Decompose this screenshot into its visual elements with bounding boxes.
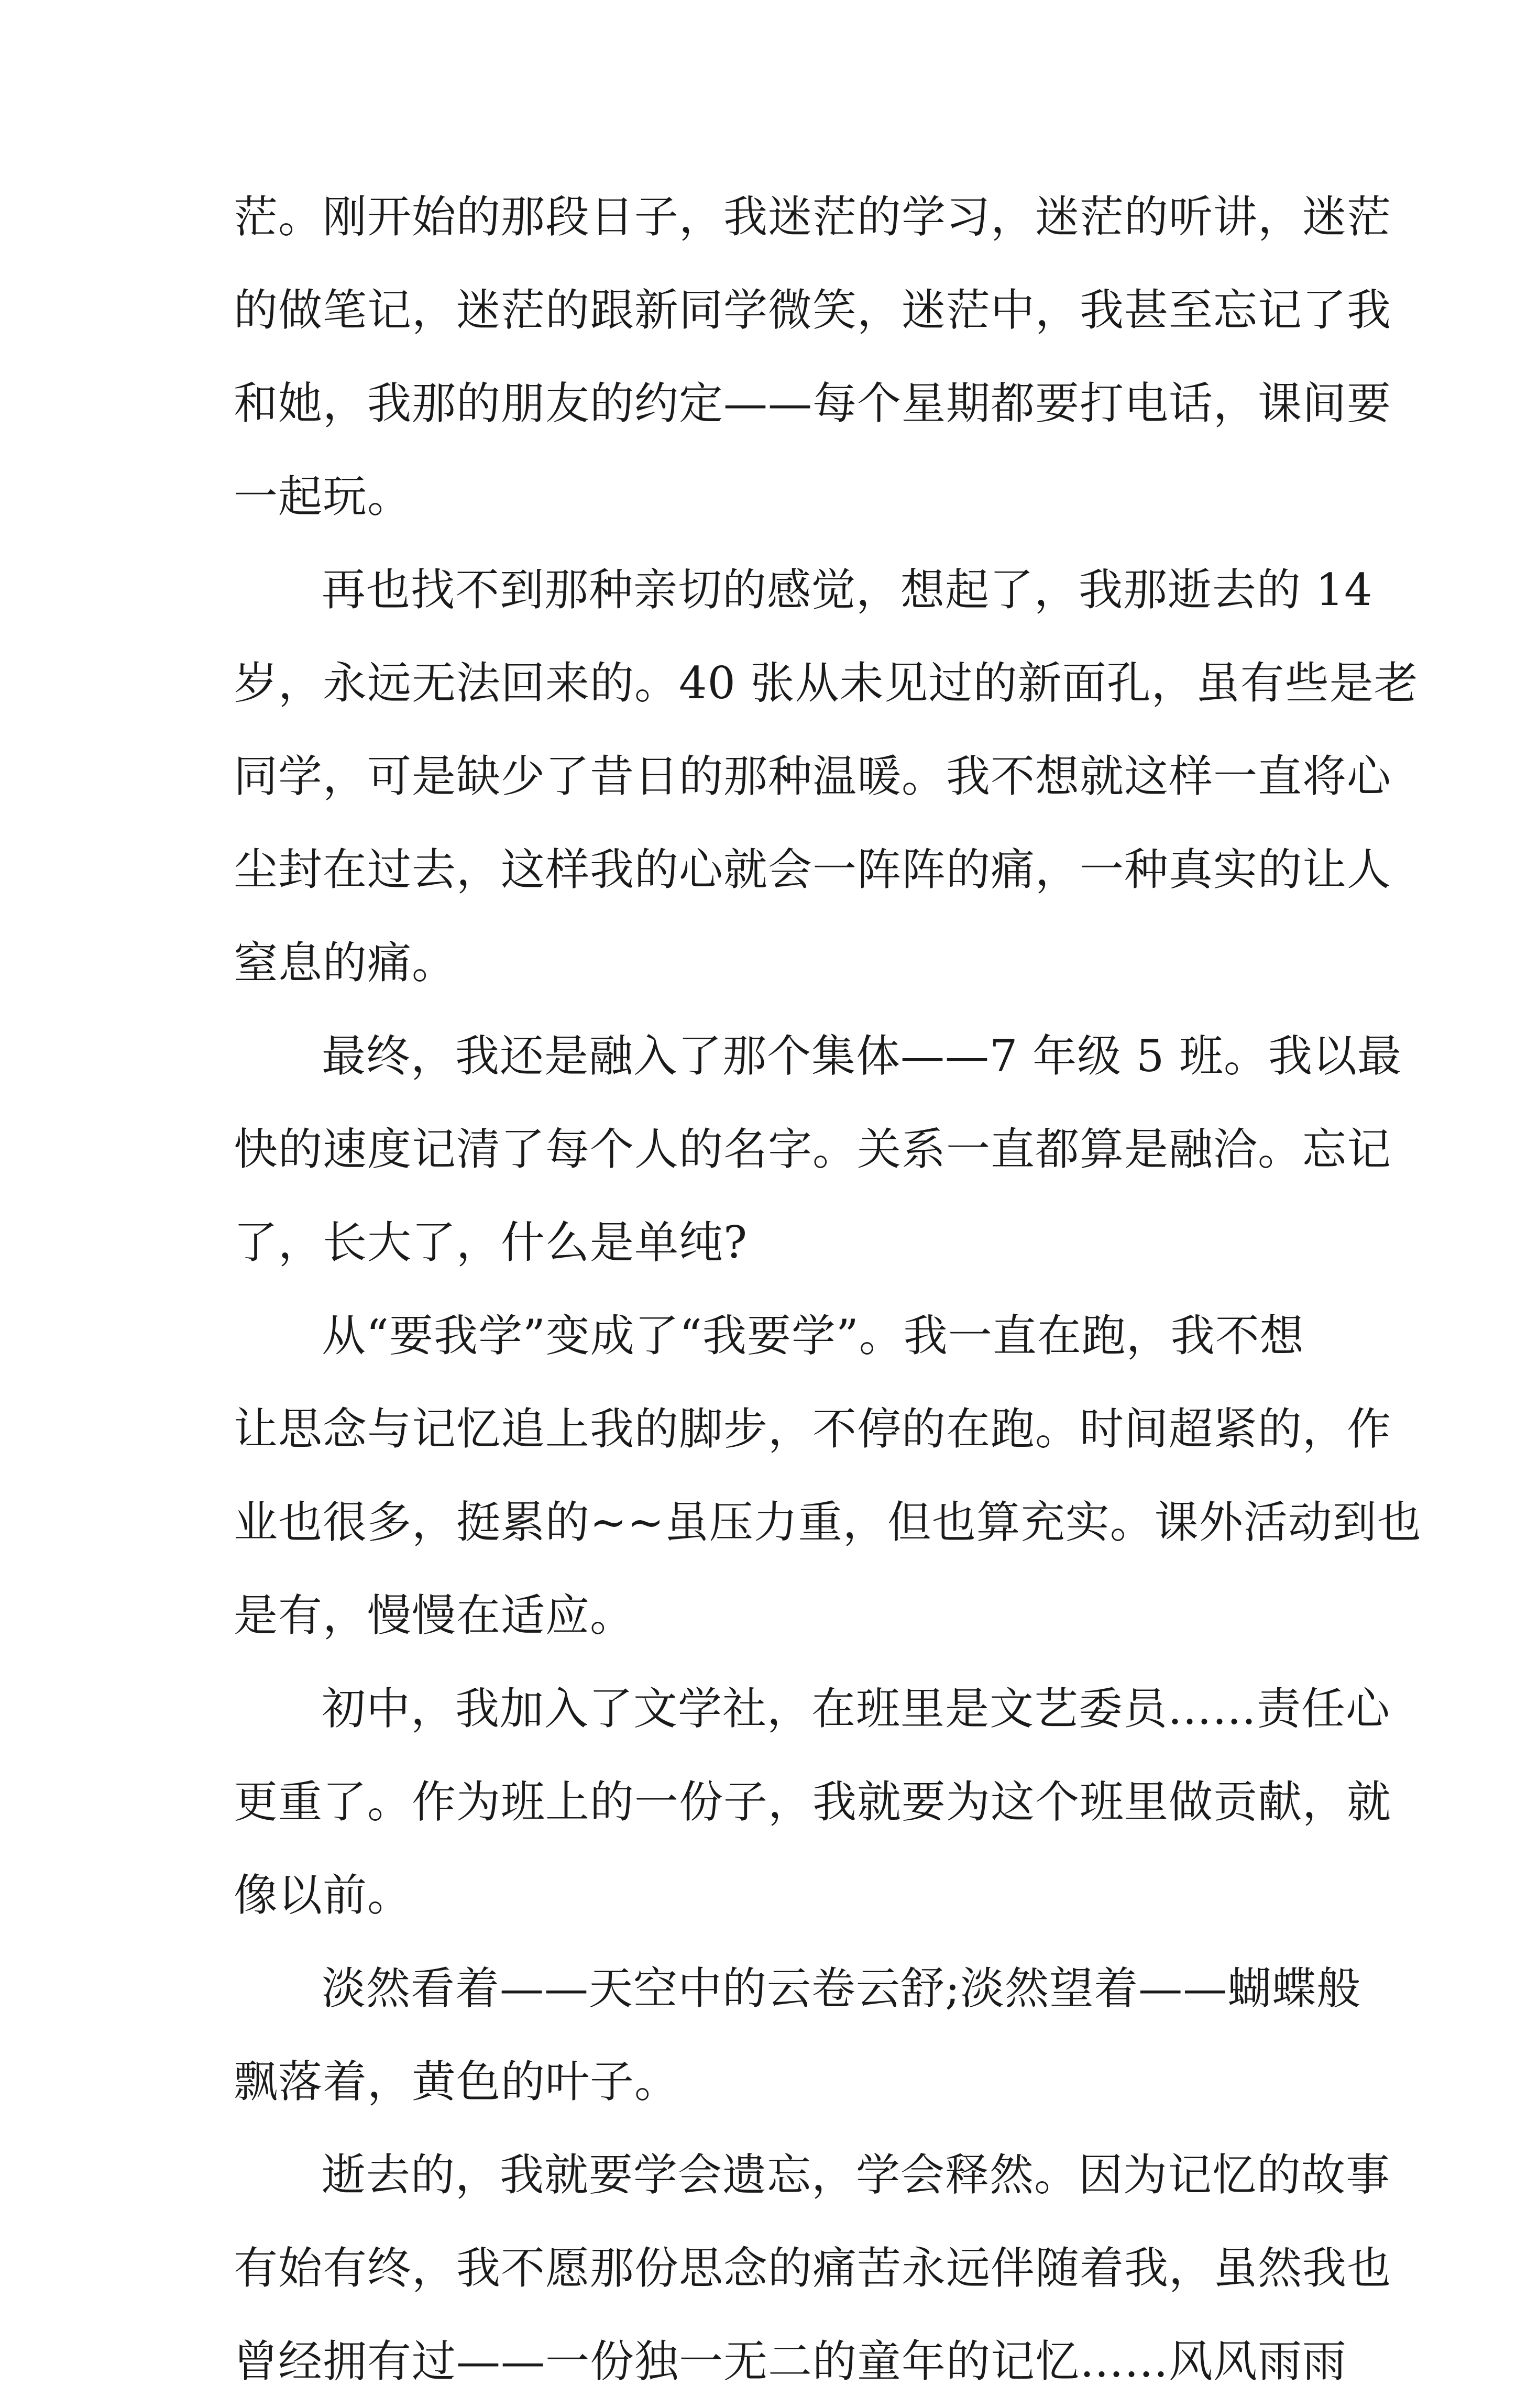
text-line: 了，长大了，什么是单纯? xyxy=(234,1217,748,1268)
text-line: 和她，我那的朋友的约定——每个星期都要打电话，课间要 xyxy=(234,378,1392,429)
text-line: 一起玩。 xyxy=(234,471,412,522)
text-line: 有始有终，我不愿那份思念的痛苦永远伴随着我，虽然我也 xyxy=(234,2242,1392,2294)
text-line: 是有，慢慢在适应。 xyxy=(234,1590,635,1641)
text-line: 曾经拥有过——一份独一无二的童年的记忆……风风雨雨 xyxy=(234,2336,1347,2387)
text-line: 飘落着，黄色的叶子。 xyxy=(234,2056,679,2107)
text-line: 茫。刚开始的那段日子，我迷茫的学习，迷茫的听讲，迷茫 xyxy=(234,191,1392,243)
text-line: 的做笔记，迷茫的跟新同学微笑，迷茫中，我甚至忘记了我 xyxy=(234,284,1392,336)
body-text xyxy=(234,170,1422,2408)
text-line: 更重了。作为班上的一份子，我就要为这个班里做贡献，就 xyxy=(234,1776,1392,1828)
paragraph-first-line: 最终，我还是融入了那个集体——7 年级 5 班。我以最 xyxy=(322,1030,1402,1082)
text-line: 快的速度记清了每个人的名字。关系一直都算是融洽。忘记 xyxy=(234,1124,1392,1175)
text-line: 业也很多，挺累的~~虽压力重，但也算充实。课外活动到也 xyxy=(234,1497,1422,1548)
text-line: 同学，可是缺少了昔日的那种温暖。我不想就这样一直将心 xyxy=(234,751,1392,802)
paragraph-first-line: 初中，我加入了文学社，在班里是文艺委员……责任心 xyxy=(322,1683,1391,1734)
paragraph-first-line: 逝去的，我就要学会遗忘，学会释然。因为记忆的故事 xyxy=(322,2149,1391,2201)
text-line: 尘封在过去，这样我的心就会一阵阵的痛，一种真实的让人 xyxy=(234,844,1392,895)
paragraph-first-line: 淡然看着——天空中的云卷云舒;淡然望着——蝴蝶般 xyxy=(322,1963,1361,2014)
text-line: 让思念与记忆追上我的脚步，不停的在跑。时间超紧的，作 xyxy=(234,1403,1392,1455)
paragraph-first-line: 再也找不到那种亲切的感觉，想起了，我那逝去的 14 xyxy=(322,564,1373,615)
text-line: 岁，永远无法回来的。40 张从未见过的新面孔，虽有些是老 xyxy=(234,657,1419,709)
paragraph-first-line: 从“要我学”变成了“我要学”。我一直在跑，我不想 xyxy=(322,1310,1304,1361)
text-line: 窒息的痛。 xyxy=(234,937,457,988)
text-line: 像以前。 xyxy=(234,1870,412,1921)
